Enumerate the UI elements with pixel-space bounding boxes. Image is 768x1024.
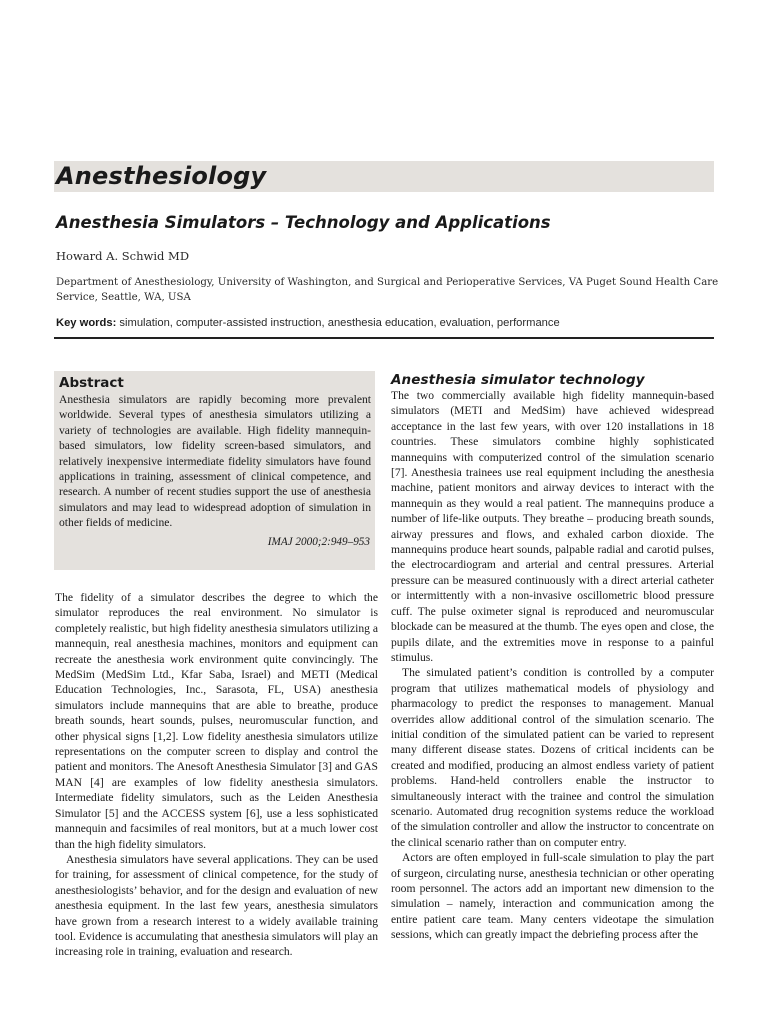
author-affiliation: Department of Anesthesiology, University of Washington, and Surgical and Perioperative Services, VA Puget Sound Health Care Service, Seattle, WA, USA [56,277,719,303]
abstract-heading: Abstract [59,375,124,391]
section-banner [54,161,714,192]
section-heading: Anesthesia simulator technology [391,372,645,388]
article-title: Anesthesia Simulators – Technology and Applications [56,213,551,232]
abstract-text: Anesthesia simulators are rapidly becoming more prevalent worldwide. Several types of anesthesia simulators utilizing a variety of technologies are available. High fidelity mannequin-based simulators, low fidelity screen-based simulators, and relatively inexpensive intermediate fidelity simulators have found applications in training, assessment of clinical competence, and research. A number of recent studies support the use of anesthesia simulators and may lead to widespread adoption of simulation in other fields of medicine. [59,393,371,530]
author-name: Howard A. Schwid MD [56,249,190,263]
right-column [391,372,714,943]
header-divider [54,337,714,339]
keywords-list: simulation, computer-assisted instruction, anesthesia education, evaluation, performance [119,317,560,329]
body-paragraph: The fidelity of a simulator describes the degree to which the simulator reproduces the real environment. No simulator is completely realistic, but high fidelity anesthesia simulators utilizing a mannequin, real anesthesia machines, monitors and equipment can recreate the anesthesia work environment quite convincingly. The MedSim (MedSim Ltd., Kfar Saba, Israel) and METI (Medical Education Technologies, Inc., Sarasota, FL, USA) anesthesia simulators include mannequins that are able to breathe, produce breath sounds, heart sounds, pulses, neuromuscular function, and other physical signs [1,2]. Low fidelity anesthesia simulators utilize representations on the computer screen to display and control the patient and monitors. The Anesoft Anesthesia Simulator [3] and GAS MAN [4] are examples of low fidelity anesthesia simulators. Intermediate fidelity simulators, such as the Leiden Anesthesia Simulator [5] and the ACCESS system [6], use a less sophisticated mannequin and facsimiles of real monitors, but at a much lower cost than the high fidelity simulators. [55,591,378,851]
keywords-line [56,317,560,329]
abstract-box [54,371,375,570]
section-title: Anesthesiology [56,162,267,190]
body-paragraph: The simulated patient’s condition is controlled by a computer program that utilizes mathematical models of physiology and pharmacology to predict the responses to management. Manual overrides allow additional control of the simulation scenario. The initial condition of the simulated patient can be varied to represent many different disease states. Dozens of critical incidents can be created and modified, producing an almost endless variety of patient problems. Hand-held controllers enable the instructor to simultaneously interact with the trainee and control the simulation scenario. Automated drug recognition systems reduce the workload of the simulation controller and allow the instructor to concentrate on the clinical scenario rather than on computer entry. [391,666,714,849]
journal-citation: IMAJ 2000;2:949–953 [267,535,370,548]
body-paragraph: Anesthesia simulators have several applications. They can be used for training, for assessment of clinical competence, for the study of anesthesiologists’ behavior, and for the design and evaluation of new anesthesia equipment. In the last few years, anesthesia simulators have grown from a research interest to a widely available training tool. Evidence is accumulating that anesthesia simulators will play an increasing role in training, evaluation and research. [55,852,378,959]
body-paragraph: The two commercially available high fidelity mannequin-based simulators (METI and MedSim) have achieved widespread acceptance in the last few years, with over 120 installations in 18 countries. These simulators combine highly sophisticated mannequins with computerized control of the simulation scenario [7]. Anesthesia trainees use real equipment including the anesthesia machine, patient monitors and airway devices to interact with the mannequin as they would a real patient. The mannequins produce a number of life-like outputs. They breathe – producing breath sounds, airway pressures and flows, and exhaled carbon dioxide. The mannequins produce heart sounds, palpable radial and carotid pulses, the electrocardiogram and arterial and central pressures. Arterial pressure can be measured continuously with a direct arterial catheter or intermittently with a non-invasive oscillometric blood pressure cuff. The pulse oximeter signal is reproduced and neuromuscular blockade can be measured at the thumb. The eyes open and close, the pupils dilate, and the extremities move in response to a painful stimulus. [391,389,714,664]
left-column [55,590,378,960]
keywords-label: Key words: [56,317,117,329]
body-paragraph: Actors are often employed in full-scale simulation to play the part of surgeon, circulating nurse, anesthesia technician or other operating room personnel. The actors add an important new dimension to the simulation – namely, interaction and communication among the entire patient care team. Many centers videotape the simulation sessions, which can greatly impact the debriefing process after the [391,851,714,942]
